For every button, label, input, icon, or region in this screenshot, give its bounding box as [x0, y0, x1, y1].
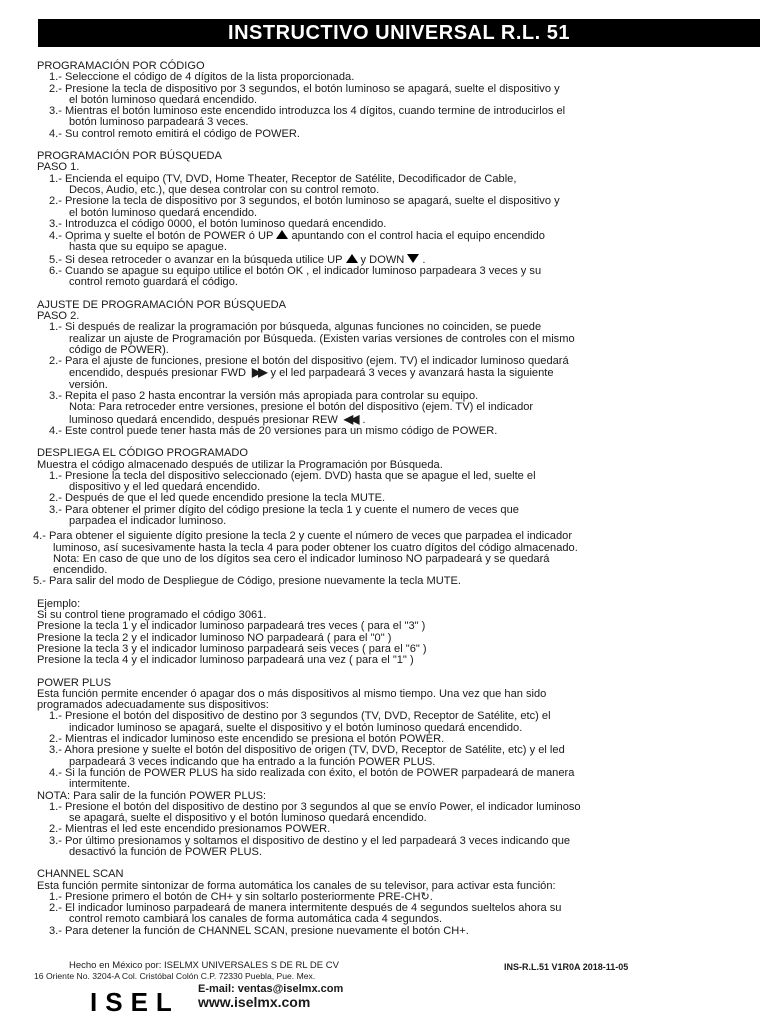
- contact-email: E-mail: ventas@iselmx.com: [198, 983, 344, 995]
- line-text: control remoto guardará el código.: [69, 276, 238, 289]
- line-text: Esta función permite encender ó apagar dos o más dispositivos al mismo tiempo. Una vez que han sido: [37, 687, 547, 700]
- line-text: Si su control tiene programado el código 3061.: [37, 609, 267, 622]
- line-text: encendido.: [53, 564, 108, 577]
- text-line: [37, 516, 727, 527]
- line-text: 4.- Este control puede tener hasta más de 20 versiones para un mismo código de POWER.: [49, 424, 498, 437]
- line-text: 2.- Presione la tecla de dispositivo por 3 segundos, el botón luminoso se apagará, suelte el dispositivo y: [49, 82, 560, 95]
- line-text: programados adecuadamente sus dispositivos:: [37, 699, 269, 712]
- line-text: 2.- Presione la tecla de dispositivo por 3 segundos, el botón luminoso se apagará, suelte el dispositivo y: [49, 195, 560, 208]
- line-text: Presione la tecla 3 y el indicador luminoso parpadeará seis veces ( para el "6" ): [37, 642, 427, 655]
- line-text: 3.- Por último presionamos y soltamos el dispositivo de destino y el led parpadeará 3 veces indicando que: [49, 834, 571, 847]
- line-text: 4.- Oprima y suelte el botón de POWER ó UP: [49, 230, 274, 243]
- line-text: PROGRAMACIÓN POR CÓDIGO: [37, 60, 205, 72]
- line-text: 1.- Seleccione el código de 4 dígitos de la lista proporcionada.: [49, 71, 355, 84]
- up-arrow-icon: [276, 230, 288, 239]
- line-text: parpadeará 3 veces indicando que ha entrado a la función POWER PLUS.: [69, 755, 436, 768]
- text-line: [37, 151, 727, 162]
- line-text: 1.- Presione el botón del dispositivo de destino por 3 segundos al que se envío Power, el indicador luminoso: [49, 800, 581, 813]
- line-text: versión.: [69, 378, 108, 391]
- line-text: 3.- Ahora presione y suelte el botón del dispositivo de origen (TV, DVD, Receptor de Satélite, etc) y el led: [49, 744, 565, 757]
- line-text: 1.- Presione el botón del dispositivo de destino por 3 segundos (TV, DVD, Receptor de Satélite, etc) el: [49, 710, 551, 723]
- line-text: control remoto cambiará los canales de forma automática cada 4 segundos.: [69, 913, 443, 926]
- footer-company: [34, 961, 394, 981]
- text-line: [37, 277, 727, 288]
- line-text: luminoso quedará encendido, después presionar REW: [69, 413, 338, 426]
- line-text: 2.- Después de que el led quede encendido presione la tecla MUTE.: [49, 492, 386, 505]
- text-line: [37, 129, 727, 140]
- line-text: Presione la tecla 4 y el indicador luminoso parpadeará una vez ( para el "1" ): [37, 654, 414, 667]
- section-gap: [37, 588, 727, 599]
- text-line: [37, 847, 727, 858]
- isel-logo: ISEL: [90, 987, 180, 1017]
- made-in-text: Hecho en México por: ISELMX UNIVERSALES S DE RL DE CV: [69, 960, 339, 971]
- section-gap: [37, 667, 727, 678]
- line-text: 2.- Mientras el led este encendido presionamos POWER.: [49, 823, 331, 836]
- rewind-icon: ◀◀: [343, 411, 357, 426]
- line-text: indicador luminoso se apagará, suelte el dispositivo y el botón luminoso quedará encendido.: [69, 721, 523, 734]
- text-line: [37, 242, 727, 253]
- line-text: 2.- Mientras el indicador luminoso este encendido se presiona el botón POWER.: [49, 733, 445, 746]
- line-text: desactivó la función de POWER PLUS.: [69, 846, 262, 858]
- line-text: Esta función permite sintonizar de forma automática los canales de su televisor, para activar esta función:: [37, 879, 556, 892]
- text-line: [37, 402, 727, 413]
- footer-contact: [198, 983, 343, 1009]
- line-text: CHANNEL SCAN: [37, 868, 124, 881]
- line-text-after: .: [429, 890, 433, 903]
- line-text: Ejemplo:: [37, 597, 81, 610]
- document-code: INS-R.L.51 V1R0A 2018-11-05: [504, 962, 629, 972]
- line-text-after2: .: [422, 253, 426, 266]
- line-text-after: .: [362, 413, 366, 426]
- line-text: luminoso, así sucesivamente hasta la tecla 4 para poder obtener los cuatro dígitos del código almacenado.: [53, 541, 578, 554]
- line-text: 3.- Mientras el botón luminoso este encendido introduzca los 4 dígitos, cuando termine de introducirlos el: [49, 105, 566, 118]
- line-text: 5.- Para salir del modo de Despliegue de Código, presione nuevamente la tecla MUTE.: [33, 575, 461, 588]
- section-gap: [37, 858, 727, 869]
- pre-ch-icon: ↻: [420, 890, 430, 903]
- line-text: 1.- Presione primero el botón de CH+ y sin soltarlo posteriormente PRE-CH: [49, 890, 421, 903]
- line-text: DESPLIEGA EL CÓDIGO PROGRAMADO: [37, 447, 249, 460]
- contact-website: www.iselmx.com: [198, 994, 311, 1010]
- line-text: realizar un ajuste de Programación por Búsqueda. (Existen varias versiones de controles con el mismo: [69, 332, 575, 345]
- text-line: [33, 576, 727, 587]
- line-text: intermitente.: [69, 778, 131, 791]
- line-text: PASO 2.: [37, 309, 80, 322]
- document-title: INSTRUCTIVO UNIVERSAL R.L. 51: [38, 19, 760, 47]
- line-text: Nota: Para retroceder entre versiones, presione el botón del dispositivo (ejem. TV) el indicador: [69, 401, 534, 414]
- line-text: 1.- Si después de realizar la programación por búsqueda, algunas funciones no coinciden, se puede: [49, 321, 542, 334]
- instructions-body: [33, 60, 727, 937]
- line-text: encendido, después presionar FWD: [69, 367, 246, 380]
- line-text: 3.- Repita el paso 2 hasta encontrar la versión más apropiada para controlar su equipo.: [49, 390, 479, 403]
- text-line: [37, 655, 727, 666]
- line-text: Decos, Audio, etc.), que desea controlar con su control remoto.: [69, 183, 380, 196]
- line-text: 3.- Para detener la función de CHANNEL SCAN, presione nuevamente el botón CH+.: [49, 924, 469, 937]
- line-text: código de POWER).: [69, 343, 169, 356]
- text-line: [37, 300, 727, 311]
- line-text: 3.- Para obtener el primer dígito del código presione la tecla 1 y cuente el numero de veces que: [49, 503, 519, 516]
- down-arrow-icon: [407, 254, 419, 263]
- line-text: el botón luminoso quedará encendido.: [69, 206, 258, 219]
- line-text-after: apuntando con el control hacia el equipo encendido: [291, 230, 545, 243]
- line-text: 4.- Si la función de POWER PLUS ha sido realizada con éxito, el botón de POWER parpadeará de manera: [49, 766, 575, 779]
- text-line: [37, 219, 727, 230]
- text-line: [37, 926, 727, 937]
- line-text: 5.- Si desea retroceder o avanzar en la búsqueda utilice UP: [49, 253, 343, 266]
- line-text: 1.- Encienda el equipo (TV, DVD, Home Theater, Receptor de Satélite, Decodificador de Cable,: [49, 172, 517, 185]
- line-text: 4.- Para obtener el siguiente dígito presione la tecla 2 y cuente el número de veces que parpadea el indicador: [33, 530, 573, 543]
- line-text: AJUSTE DE PROGRAMACIÓN POR BÚSQUEDA: [37, 298, 287, 311]
- line-text: Muestra el código almacenado después de utilizar la Programación por Búsqueda.: [37, 458, 443, 471]
- line-text: parpadea el indicador luminoso.: [69, 514, 227, 527]
- line-text: 2.- El indicador luminoso parpadeará de manera intermitente después de 4 segundos sueltelos ahora su: [49, 902, 562, 915]
- line-text: 6.- Cuando se apague su equipo utilice el botón OK , el indicador luminoso parpadeara 3 veces y su: [49, 265, 542, 278]
- line-text: POWER PLUS: [37, 676, 111, 689]
- company-address: 16 Oriente No. 3204-A Col. Cristóbal Colón C.P. 72330 Puebla, Pue. Mex.: [34, 971, 316, 981]
- text-line: [37, 367, 727, 379]
- line-text: 1.- Presione la tecla del dispositivo seleccionado (ejem. DVD) hasta que se apague el led, suelte el: [49, 469, 536, 482]
- up-arrow-icon: [346, 254, 358, 263]
- line-text: 2.- Para el ajuste de funciones, presione el botón del dispositivo (ejem. TV) el indicador luminoso quedará: [49, 355, 569, 368]
- line-text-after: y DOWN: [360, 253, 405, 266]
- text-line: [37, 426, 727, 437]
- line-text: se apagará, suelte el dispositivo y el botón luminoso quedará encendido.: [69, 812, 427, 825]
- line-text-after: y el led parpadeará 3 veces y avanzará hasta la siguiente: [270, 367, 554, 380]
- line-text: 4.- Su control remoto emitirá el código de POWER.: [49, 127, 300, 140]
- line-text: 3.- Introduzca el código 0000, el botón luminoso quedará encendido.: [49, 217, 387, 230]
- fast-forward-icon: ▶▶: [251, 365, 265, 380]
- line-text: PROGRAMACIÓN POR BÚSQUEDA: [37, 150, 222, 163]
- line-text: Presione la tecla 1 y el indicador luminoso parpadeará tres veces ( para el "3" ): [37, 620, 426, 633]
- line-text: NOTA: Para salir de la función POWER PLUS:: [37, 789, 267, 802]
- line-text: botón luminoso parpadeará 3 veces.: [69, 116, 249, 129]
- text-line: [37, 356, 727, 367]
- line-text: hasta que su equipo se apague.: [69, 241, 227, 254]
- line-text: Presione la tecla 2 y el indicador luminoso NO parpadeará ( para el "0" ): [37, 631, 392, 644]
- text-line: [37, 768, 727, 779]
- line-text: dispositivo y el led quedará encendido.: [69, 481, 261, 494]
- line-text: PASO 1.: [37, 161, 80, 174]
- text-line: [37, 554, 727, 565]
- line-text: Nota: En caso de que uno de los dígitos sea cero el indicador luminoso NO parpadeará y se quedará: [53, 552, 550, 565]
- line-text: el botón luminoso quedará encendido.: [69, 93, 258, 106]
